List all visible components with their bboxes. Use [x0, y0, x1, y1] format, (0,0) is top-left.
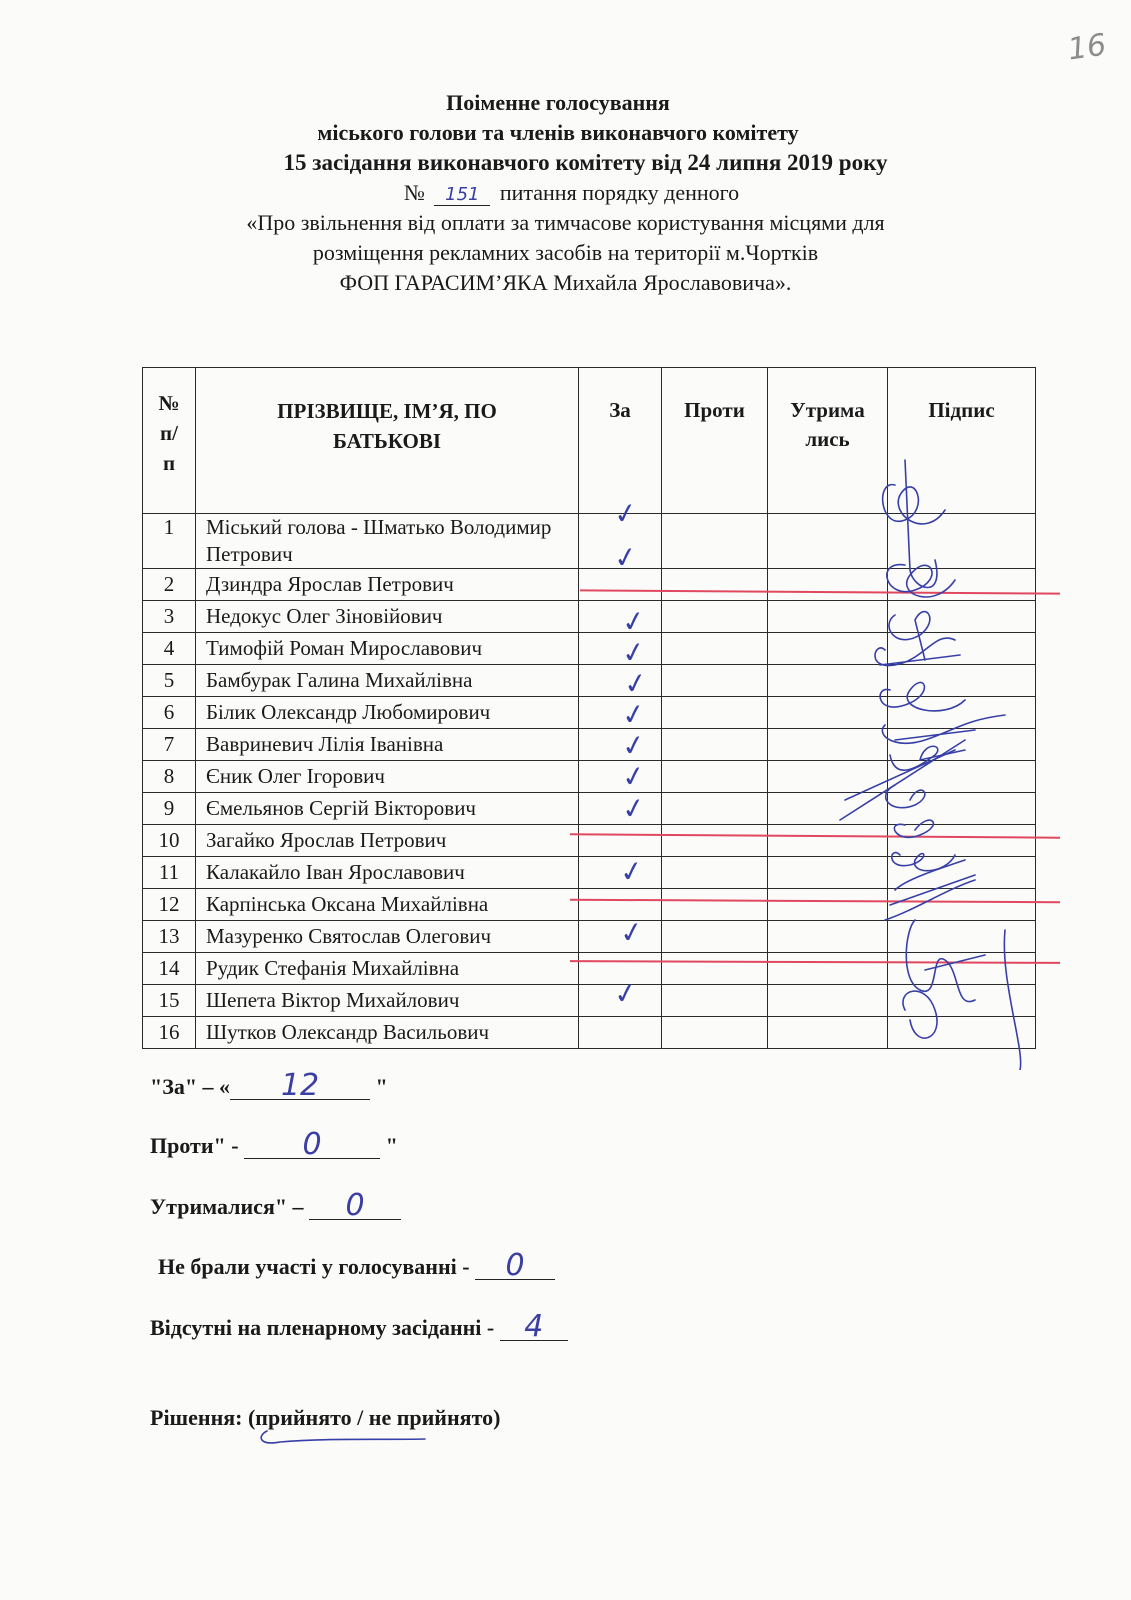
- vote-checkmark-10: ✓: [619, 790, 649, 827]
- row-number: 7: [143, 729, 196, 761]
- header-title: Поіменне голосування: [446, 90, 670, 115]
- row-number: 9: [143, 793, 196, 825]
- summary-abstained: [150, 1188, 401, 1223]
- header-abstained-line2: лись: [805, 427, 850, 451]
- row-number: 12: [143, 889, 196, 921]
- summary-for-value: 12: [230, 1073, 370, 1100]
- header-for: За: [579, 368, 662, 514]
- summary-against: [150, 1127, 398, 1162]
- row-name: Ємельянов Сергій Вікторович: [196, 793, 579, 825]
- row-against-cell: [662, 921, 768, 953]
- summary-against-suffix: ": [380, 1133, 398, 1158]
- row-against-cell: [662, 1017, 768, 1049]
- header-number-line3: п: [162, 451, 176, 475]
- vote-checkmark-1: ✓: [611, 495, 641, 532]
- row-against-cell: [662, 633, 768, 665]
- summary-absent-label: Відсутні на пленарному засіданні -: [150, 1315, 500, 1340]
- row-number: 2: [143, 569, 196, 601]
- row-name: Бамбурак Галина Михайлівна: [196, 665, 579, 697]
- row-against-cell: [662, 825, 768, 857]
- vote-checkmark-16: ✓: [611, 975, 641, 1012]
- row-against-cell: [662, 857, 768, 889]
- row-name: Єник Олег Ігорович: [196, 761, 579, 793]
- summary-for-label: "За" – «: [150, 1074, 231, 1099]
- row-name: Тимофій Роман Мирославович: [196, 633, 579, 665]
- vote-checkmark-4: ✓: [619, 603, 649, 640]
- vote-checkmark-9: ✓: [619, 758, 649, 795]
- row-name: Шутков Олександр Васильович: [196, 1017, 579, 1049]
- row-against-cell: [662, 569, 768, 601]
- row-name: Дзиндра Ярослав Петрович: [196, 569, 579, 601]
- page-number: 16: [1065, 27, 1109, 68]
- summary-against-label: Проти" -: [150, 1133, 245, 1158]
- row-against-cell: [662, 729, 768, 761]
- header-against: Проти: [662, 368, 768, 514]
- header-topic-line2: розміщення рекламних засобів на території м.Чортків: [312, 240, 819, 265]
- vote-checkmark-8: ✓: [619, 727, 649, 764]
- decision-rejected: не прийнято): [368, 1405, 501, 1430]
- summary-absent: [150, 1309, 568, 1344]
- row-name: Недокус Олег Зіновійович: [196, 601, 579, 633]
- decision-separator: /: [351, 1405, 369, 1430]
- agenda-number-sign: №: [403, 180, 425, 205]
- vote-checkmark-7: ✓: [619, 696, 649, 733]
- vote-checkmark-6: ✓: [621, 665, 651, 702]
- vote-checkmark-2: ✓: [611, 539, 641, 576]
- row-number: 14: [143, 953, 196, 985]
- document-header: [0, 88, 1131, 298]
- row-against-cell: [662, 889, 768, 921]
- row-number: 5: [143, 665, 196, 697]
- header-fullname-line1: ПРІЗВИЩЕ, ІМ’Я, ПО: [277, 399, 497, 423]
- header-subtitle: міського голови та членів виконавчого комітету: [317, 120, 799, 145]
- row-name: Вавриневич Лілія Іванівна: [196, 729, 579, 761]
- agenda-number: 151: [434, 185, 490, 206]
- row-against-cell: [662, 793, 768, 825]
- vote-checkmark-14: ✓: [617, 914, 647, 951]
- decision-accepted: (прийнято: [247, 1405, 352, 1430]
- vote-checkmark-5: ✓: [619, 634, 649, 671]
- summary-against-value: 0: [244, 1132, 380, 1159]
- row-number: 1: [143, 514, 196, 569]
- header-signature: Підпис: [888, 368, 1036, 514]
- row-against-cell: [662, 953, 768, 985]
- decision-underline-mark: [255, 1428, 430, 1450]
- row-for-cell: [579, 1017, 662, 1049]
- row-name: Калакайло Іван Ярославович: [196, 857, 579, 889]
- row-number: 11: [143, 857, 196, 889]
- row-number: 16: [143, 1017, 196, 1049]
- summary-not-participated-value: 0: [475, 1253, 555, 1280]
- row-name: Карпінська Оксана Михайлівна: [196, 889, 579, 921]
- row-name: Білик Олександр Любомирович: [196, 697, 579, 729]
- row-number: 4: [143, 633, 196, 665]
- row-against-cell: [662, 761, 768, 793]
- row-number: 10: [143, 825, 196, 857]
- row-against-cell: [662, 697, 768, 729]
- row-number: 13: [143, 921, 196, 953]
- header-meeting: 15 засідання виконавчого комітету від 24 липня 2019 року: [283, 150, 888, 175]
- agenda-label: питання порядку денного: [499, 180, 740, 205]
- header-abstained-line1: Утрима: [790, 398, 865, 422]
- summary-not-participated: [158, 1248, 555, 1283]
- row-name: Мазуренко Святослав Олегович: [196, 921, 579, 953]
- row-name: Шепета Віктор Михайлович: [196, 985, 579, 1017]
- header-agenda-line: [12, 178, 1131, 208]
- row-for-cell: [579, 889, 662, 921]
- row-number: 6: [143, 697, 196, 729]
- row-name: Міський голова - Шматько Володимир Петрович: [196, 514, 579, 569]
- header-number: [143, 368, 196, 514]
- row-name: Рудик Стефанія Михайлівна: [196, 953, 579, 985]
- summary-not-participated-label: Не брали участі у голосуванні -: [158, 1254, 476, 1279]
- row-against-cell: [662, 601, 768, 633]
- row-against-cell: [662, 514, 768, 569]
- decision-label: Рішення:: [150, 1405, 248, 1430]
- vote-checkmark-12: ✓: [617, 853, 647, 890]
- row-against-cell: [662, 665, 768, 697]
- header-topic-line1: «Про звільнення від оплати за тимчасове користування місцями для: [246, 210, 885, 235]
- row-number: 8: [143, 761, 196, 793]
- row-against-cell: [662, 985, 768, 1017]
- summary-for-suffix: ": [370, 1074, 388, 1099]
- row-for-cell: [579, 825, 662, 857]
- summary-abstained-label: Утрималися" –: [150, 1194, 310, 1219]
- summary-absent-value: 4: [500, 1314, 568, 1341]
- row-number: 15: [143, 985, 196, 1017]
- header-number-line2: п/: [160, 421, 178, 445]
- header-fullname: [196, 368, 579, 514]
- header-fullname-line2: БАТЬКОВІ: [332, 429, 442, 453]
- header-number-line1: №: [158, 391, 180, 415]
- row-number: 3: [143, 601, 196, 633]
- summary-for: [150, 1068, 388, 1103]
- signatures-image: [835, 450, 1045, 1070]
- summary-abstained-value: 0: [309, 1193, 401, 1220]
- header-topic-line3: ФОП ГАРАСИМ’ЯКА Михайла Ярославовича».: [339, 270, 792, 295]
- row-name: Загайко Ярослав Петрович: [196, 825, 579, 857]
